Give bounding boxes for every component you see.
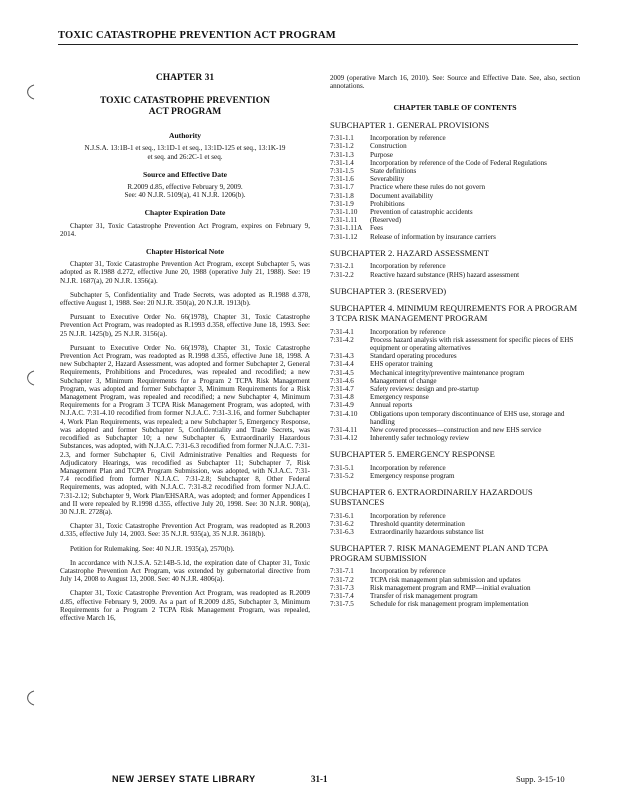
toc-entry xyxy=(330,159,580,167)
section-number: 7:31-4.4 xyxy=(330,360,354,369)
section-title: Schedule for risk management program implementation xyxy=(370,600,529,609)
toc-entry xyxy=(330,192,580,200)
section-title: Fees xyxy=(370,224,384,233)
toc-entry xyxy=(330,208,580,216)
supplement-date: Supp. 3-15-10 xyxy=(516,774,565,784)
toc-entry xyxy=(330,600,580,608)
history-continuation: 2009 (operative March 16, 2010). See: Source and Effective Date. See, also, section annotations. xyxy=(330,74,580,91)
section-title: Safety reviews: design and pre-startup xyxy=(370,385,479,394)
section-title: Incorporation by reference xyxy=(370,327,446,336)
section-title: Release of information by insurance carriers xyxy=(370,232,496,241)
section-number: 7:31-7.3 xyxy=(330,583,354,592)
chapter-title xyxy=(60,96,310,118)
source-text-1: R.2009 d.85, effective February 9, 2009. xyxy=(127,183,243,192)
punch-hole-mark-icon xyxy=(24,690,36,706)
section-number: 7:31-2.1 xyxy=(330,262,354,271)
chapter-number: CHAPTER 31 xyxy=(155,73,215,83)
expiration-heading: Chapter Expiration Date xyxy=(144,208,226,218)
section-title: State definitions xyxy=(370,167,417,176)
section-title: Prohibitions xyxy=(370,199,405,208)
section-number: 7:31-1.8 xyxy=(330,191,354,200)
section-title: Purpose xyxy=(370,150,393,159)
toc-entry xyxy=(330,167,580,175)
toc-entry xyxy=(330,142,580,150)
toc-entry xyxy=(330,175,580,183)
toc-entry xyxy=(330,271,580,279)
section-number: 7:31-7.1 xyxy=(330,567,354,576)
punch-hole-mark-icon xyxy=(24,370,36,386)
section-title: Incorporation by reference xyxy=(370,511,446,520)
toc-entry xyxy=(330,262,580,270)
left-column xyxy=(60,74,310,628)
toc-entry xyxy=(330,183,580,191)
section-number: 7:31-5.1 xyxy=(330,464,354,473)
subchapter-heading: SUBCHAPTER 2. HAZARD ASSESSMENT xyxy=(330,247,490,258)
section-number: 7:31-2.2 xyxy=(330,270,354,279)
toc-entry xyxy=(330,576,580,584)
toc-entry xyxy=(330,134,580,142)
section-number: 7:31-1.5 xyxy=(330,167,354,176)
section-number: 7:31-4.12 xyxy=(330,434,358,443)
subchapter-heading: SUBCHAPTER 7. RISK MANAGEMENT PLAN AND TCPA PROGRAM SUBMISSION xyxy=(330,543,548,563)
subchapter-heading: SUBCHAPTER 6. EXTRAORDINARILY HAZARDOUS SUBSTANCES xyxy=(330,487,533,508)
toc-entry xyxy=(330,434,580,442)
section-title: Extraordinarily hazardous substance list xyxy=(370,528,484,537)
section-title: Document availability xyxy=(370,191,434,200)
toc-entry xyxy=(330,472,580,480)
history-paragraph: Pursuant to Executive Order No. 66(1978), Chapter 31, Toxic Catastrophe Prevention Act Program, was readopted as R.1998 d.355, effective June 18, 1998. A new Subchapter 2, Hazard Assessment, was adopted and former Subchapter 2, General Requirements, Prohibitions and Procedures, was repealed and recodified; a new Subchapter 3, Minimum Requirements for a Program 2 TCPA Risk Management Program, was adopted and former Subchapter 3, Minimum Requirements for a Risk Management Program, was repealed and recodified; a new Subchapter 4, Minimum Requirements for a Program 3 TCPA Risk Management Program, was adopted, with N.J.A.C. 7:31-4.10 recodified from former N.J.A.C. 7:31-3.16, and former Subchapter 4, Work Plan Requirements, was repealed; a new Subchapter 5, Emergency Response, was adopted and former Subchapter 5, Confidentiality and Trade Secrets, was recodified as Subchapter 10; a new Subchapter 6, Extraordinarily Hazardous Substances, was adopted, with N.J.A.C. 7:31-6.3 recodified from former N.J.A.C. 7:31-2.3, and former Subchapter 6, Civil Administrative Penalties and Requests for Adjudicatory Hearings, was recodified as Subchapter 11; Subchapter 7, Risk Management Plan and TCPA Program Submission, was adopted, with N.J.A.C. 7:31-7.4 recodified from former N.J.A.C. 7:31-2.8; Subchapter 8, Other Federal Requirements, was adopted, with N.J.A.C. 7:31-8.2 recodified from former N.J.A.C. 7:31-2.12; Subchapter 9, Work Plan/EHSARA, was adopted; and former Appendices I and II were repealed by R.1998 d.355, effective July 20, 1998. See: 30 N.J.R. 908(a), 30 N.J.R. 2728(a). xyxy=(60,343,310,516)
running-header: TOXIC CATASTROPHE PREVENTION ACT PROGRAM xyxy=(58,30,336,41)
section-title: Threshold quantity determination xyxy=(370,519,465,528)
history-paragraph: Chapter 31, Toxic Catastrophe Prevention Act Program, was readopted as R.2003 d.335, effective July 14, 2003. See: 35 N.J.R. 935(a), 35 N.J.R. 3618(b). xyxy=(60,522,310,539)
section-title: Process hazard analysis with risk assessment for specific pieces of EHS equipment or operating alternatives xyxy=(370,335,574,353)
subchapter-heading: SUBCHAPTER 1. GENERAL PROVISIONS xyxy=(330,119,490,130)
right-column xyxy=(330,74,580,608)
library-stamp: NEW JERSEY STATE LIBRARY xyxy=(112,774,256,784)
section-number: 7:31-4.2 xyxy=(330,335,354,344)
toc-entry xyxy=(330,410,580,426)
section-number: 7:31-4.7 xyxy=(330,385,354,394)
section-number: 7:31-1.11 xyxy=(330,216,358,225)
page-number: 31-1 xyxy=(311,774,328,784)
section-number: 7:31-6.1 xyxy=(330,511,354,520)
authority-heading: Authority xyxy=(168,131,202,141)
section-title: Incorporation by reference xyxy=(370,464,446,473)
toc-entry xyxy=(330,200,580,208)
section-title: Construction xyxy=(370,142,407,151)
subchapter-section-list xyxy=(330,512,580,537)
section-title: New covered processes—construction and new EHS service xyxy=(370,426,542,435)
section-title: (Reserved) xyxy=(370,216,402,225)
section-number: 7:31-4.9 xyxy=(330,401,354,410)
subchapter-section-list xyxy=(330,134,580,241)
toc-entry xyxy=(330,385,580,393)
toc-entry xyxy=(330,360,580,368)
history-paragraph: Subchapter 5, Confidentiality and Trade Secrets, was adopted as R.1988 d.378, effective August 1, 1988. See: 20 N.J.R. 350(a), 20 N.J.R. 1913(b). xyxy=(60,290,310,308)
section-title: EHS operator training xyxy=(370,360,433,369)
section-title: Risk management program and RMP—initial evaluation xyxy=(370,583,531,592)
chapter-title-line-2: ACT PROGRAM xyxy=(148,107,222,118)
toc-entry xyxy=(330,328,580,336)
toc-entry xyxy=(330,592,580,600)
section-title: Annual reports xyxy=(370,401,413,410)
section-number: 7:31-4.5 xyxy=(330,368,354,377)
source-heading: Source and Effective Date xyxy=(142,169,227,179)
section-number: 7:31-4.3 xyxy=(330,352,354,361)
section-title: Inherently safer technology review xyxy=(370,434,470,443)
section-number: 7:31-1.6 xyxy=(330,175,354,184)
toc-entry xyxy=(330,369,580,377)
source-text-2: See: 40 N.J.R. 5109(a), 41 N.J.R. 1206(b). xyxy=(124,191,246,200)
toc-entry xyxy=(330,393,580,401)
toc-entry xyxy=(330,567,580,575)
section-number: 7:31-4.8 xyxy=(330,393,354,402)
section-number: 7:31-5.2 xyxy=(330,472,354,481)
toc-entry xyxy=(330,336,580,352)
toc-entry xyxy=(330,520,580,528)
section-number: 7:31-4.10 xyxy=(330,409,358,418)
section-title: Incorporation by reference xyxy=(370,262,446,271)
section-number: 7:31-1.3 xyxy=(330,150,354,159)
section-number: 7:31-1.4 xyxy=(330,158,354,167)
authority-text: N.J.S.A. 13:1B-1 et seq., 13:1D-1 et seq., 13:1D-125 et seq., 13:1K-19 et seq. and 26:2C-1 et seq. xyxy=(84,144,286,161)
history-paragraph: Chapter 31, Toxic Catastrophe Prevention Act Program, was readopted as R.2009 d.85, effective February 9, 2009. As a part of R.2009 d.85, Subchapter 3, Minimum Requirements for a Program 2 TCPA Risk Management Program, was repealed, effective March 16, xyxy=(60,589,310,622)
section-number: 7:31-4.6 xyxy=(330,376,354,385)
section-title: Standard operating procedures xyxy=(370,352,457,361)
section-number: 7:31-6.2 xyxy=(330,519,354,528)
section-title: Transfer of risk management program xyxy=(370,592,478,601)
history-paragraph: In accordance with N.J.S.A. 52:14B-5.1d, the expiration date of Chapter 31, Toxic Catastrophe Prevention Act Program, was extended by gubernatorial directive from July 14, 2008 to August 13, 2008. See: 40 N.J.R. 4806(a). xyxy=(60,558,310,584)
section-title: Practice where these rules do not govern xyxy=(370,183,486,192)
section-number: 7:31-4.11 xyxy=(330,426,358,435)
toc-entry xyxy=(330,224,580,232)
toc-entry xyxy=(330,233,580,241)
subchapter-heading: SUBCHAPTER 4. MINIMUM REQUIREMENTS FOR A PROGRAM 3 TCPA RISK MANAGEMENT PROGRAM xyxy=(330,303,578,324)
subchapter-section-list xyxy=(330,328,580,443)
section-title: Incorporation by reference of the Code of Federal Regulations xyxy=(370,158,547,167)
history-paragraph: Chapter 31, Toxic Catastrophe Prevention Act Program, except Subchapter 5, was adopted as R.1988 d.272, effective June 20, 1988 (operative July 21, 1988). See: 19 N.J.R. 1687(a), 20 N.J.R. 1356(a). xyxy=(60,260,310,285)
section-number: 7:31-4.1 xyxy=(330,327,354,336)
toc-entry xyxy=(330,426,580,434)
section-number: 7:31-7.4 xyxy=(330,592,354,601)
punch-hole-mark-icon xyxy=(24,84,36,100)
section-number: 7:31-1.11A xyxy=(330,224,363,233)
section-number: 7:31-6.3 xyxy=(330,528,354,537)
toc-entry xyxy=(330,528,580,536)
toc-entry xyxy=(330,377,580,385)
section-number: 7:31-7.2 xyxy=(330,575,354,584)
table-of-contents xyxy=(330,121,580,609)
toc-entry xyxy=(330,352,580,360)
section-title: Prevention of catastrophic accidents xyxy=(370,208,473,217)
section-number: 7:31-7.5 xyxy=(330,600,354,609)
section-title: Reactive hazard substance (RHS) hazard assessment xyxy=(370,270,520,279)
section-title: Obligations upon temporary discontinuance of EHS use, storage and handling xyxy=(370,409,565,426)
section-title: Emergency response xyxy=(370,393,429,402)
toc-entry xyxy=(330,584,580,592)
section-title: Mechanical integrity/preventive maintenance program xyxy=(370,368,525,377)
chapter-title-line-1: TOXIC CATASTROPHE PREVENTION xyxy=(100,96,270,107)
history-paragraph: Petition for Rulemaking. See: 40 N.J.R. 1935(a), 2570(b). xyxy=(70,544,235,553)
section-number: 7:31-1.1 xyxy=(330,134,354,143)
subchapter-section-list xyxy=(330,464,580,480)
expiration-text: Chapter 31, Toxic Catastrophe Prevention Act Program, expires on February 9, 2014. xyxy=(60,221,310,238)
subchapter-heading: SUBCHAPTER 5. EMERGENCY RESPONSE xyxy=(330,449,495,460)
subchapter-section-list xyxy=(330,567,580,608)
toc-entry xyxy=(330,401,580,409)
section-title: Management of change xyxy=(370,376,437,385)
history-paragraph: Pursuant to Executive Order No. 66(1978), Chapter 31, Toxic Catastrophe Prevention Act Program, was readopted as R.1993 d.358, effective June 18, 1993. See: 25 N.J.R. 1425(b), 25 N.J.R. 3156(a). xyxy=(60,313,310,338)
section-number: 7:31-1.2 xyxy=(330,142,354,151)
toc-entry xyxy=(330,464,580,472)
subchapter-heading: SUBCHAPTER 3. (RESERVED) xyxy=(330,285,447,296)
section-title: Incorporation by reference xyxy=(370,134,446,143)
toc-entry xyxy=(330,216,580,224)
history-heading: Chapter Historical Note xyxy=(146,247,224,257)
section-title: TCPA risk management plan submission and updates xyxy=(370,575,521,584)
section-title: Emergency response program xyxy=(370,472,455,481)
section-number: 7:31-1.10 xyxy=(330,208,358,217)
toc-title: CHAPTER TABLE OF CONTENTS xyxy=(393,103,517,113)
section-title: Incorporation by reference xyxy=(370,567,446,576)
subchapter-section-list xyxy=(330,262,580,278)
section-title: Severability xyxy=(370,175,405,184)
toc-entry xyxy=(330,512,580,520)
section-number: 7:31-1.9 xyxy=(330,199,354,208)
header-rule xyxy=(58,44,578,45)
section-number: 7:31-1.7 xyxy=(330,183,354,192)
toc-entry xyxy=(330,151,580,159)
section-number: 7:31-1.12 xyxy=(330,232,358,241)
